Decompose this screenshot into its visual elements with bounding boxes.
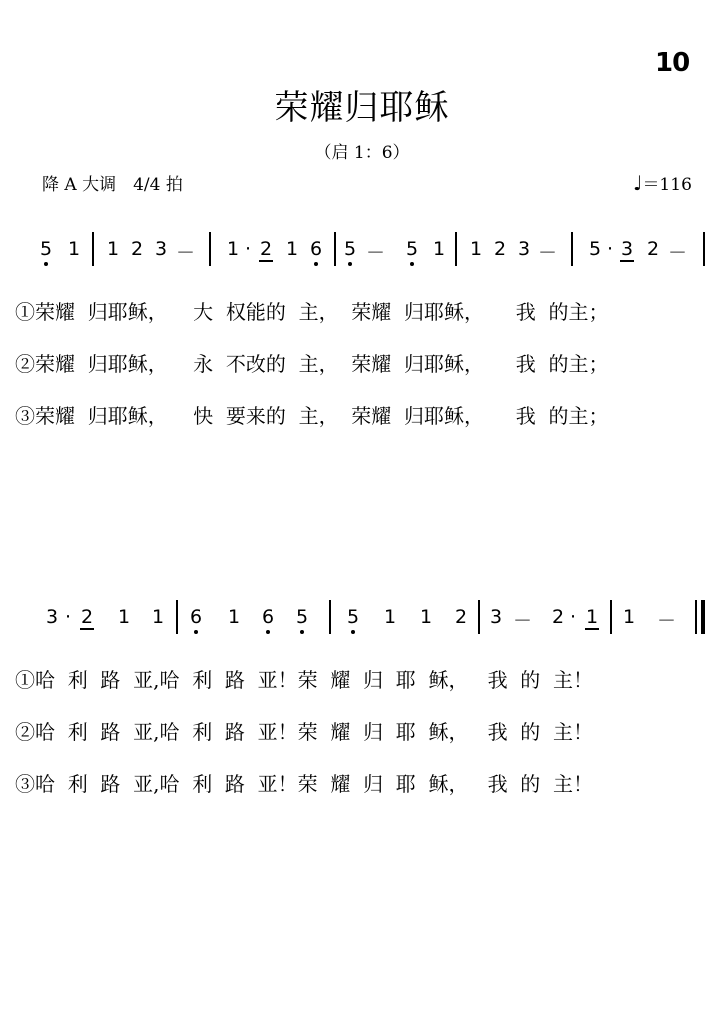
note: 1 xyxy=(152,606,165,628)
dot: · xyxy=(607,238,614,260)
note: 3 xyxy=(518,238,531,260)
barline xyxy=(92,232,94,266)
dash: － xyxy=(668,242,688,264)
scripture-reference: （启 1：6） xyxy=(314,143,410,163)
tempo-value: ＝116 xyxy=(642,175,692,195)
dash: － xyxy=(513,610,533,632)
dash: － xyxy=(538,242,558,264)
barline xyxy=(334,232,336,266)
note: 2 xyxy=(81,606,94,628)
note: 3 xyxy=(46,606,59,628)
note: 2 xyxy=(131,238,144,260)
barline xyxy=(455,232,457,266)
barline xyxy=(176,600,178,634)
note: 5 xyxy=(296,606,309,628)
note: 3 xyxy=(490,606,503,628)
note: 2 xyxy=(455,606,468,628)
note: 6 xyxy=(190,606,203,628)
key-and-meter: 降 A 大调 4/4 拍 xyxy=(42,175,183,195)
dash: － xyxy=(176,242,196,264)
barline xyxy=(209,232,211,266)
note: 1 xyxy=(107,238,120,260)
note: 1 xyxy=(420,606,433,628)
barline xyxy=(703,232,705,266)
note: 1 xyxy=(623,606,636,628)
barline xyxy=(478,600,480,634)
note: 1 xyxy=(586,606,599,628)
note: 1 xyxy=(470,238,483,260)
note: 1 xyxy=(384,606,397,628)
lyric-verse-2-refrain: ②哈 利 路 亚,哈 利 路 亚！荣 耀 归 耶 稣， 我 的 主！ xyxy=(15,720,594,744)
quarter-note-icon: ♩ xyxy=(633,171,643,195)
note: 5 xyxy=(344,238,357,260)
tempo-marking xyxy=(633,170,692,195)
dash: － xyxy=(657,610,677,632)
song-title: 荣耀归耶稣 xyxy=(274,88,450,128)
page-number: 10 xyxy=(655,48,690,78)
dot: · xyxy=(245,238,252,260)
note: 1 xyxy=(118,606,131,628)
lyric-verse-3-refrain: ③哈 利 路 亚,哈 利 路 亚！荣 耀 归 耶 稣， 我 的 主！ xyxy=(15,772,594,796)
note: 2 xyxy=(647,238,660,260)
note: 1 xyxy=(227,238,240,260)
note: 5 xyxy=(40,238,53,260)
dot: · xyxy=(65,606,72,628)
lyric-verse-3: ③荣耀 归耶稣， 快 要来的 主， 荣耀 归耶稣， 我 的主； xyxy=(15,404,609,428)
notation-line-1 xyxy=(0,238,724,278)
note: 3 xyxy=(155,238,168,260)
dash: － xyxy=(366,242,386,264)
note: 5 xyxy=(347,606,360,628)
notation-line-2 xyxy=(0,606,724,646)
note: 2 xyxy=(260,238,273,260)
barline xyxy=(329,600,331,634)
note: 6 xyxy=(262,606,275,628)
note: 2 xyxy=(552,606,565,628)
barline xyxy=(571,232,573,266)
barline xyxy=(610,600,612,634)
note: 1 xyxy=(286,238,299,260)
note: 1 xyxy=(68,238,81,260)
note: 3 xyxy=(621,238,634,260)
note: 5 xyxy=(406,238,419,260)
final-barline-thick xyxy=(701,600,705,634)
note: 1 xyxy=(228,606,241,628)
note: 2 xyxy=(494,238,507,260)
lyric-verse-1-refrain: ①哈 利 路 亚,哈 利 路 亚！荣 耀 归 耶 稣， 我 的 主！ xyxy=(15,668,594,692)
dot: · xyxy=(570,606,577,628)
lyric-verse-2: ②荣耀 归耶稣， 永 不改的 主， 荣耀 归耶稣， 我 的主； xyxy=(15,352,609,376)
note: 6 xyxy=(310,238,323,260)
final-barline-thin xyxy=(695,600,697,634)
note: 5 xyxy=(589,238,602,260)
note: 1 xyxy=(433,238,446,260)
lyric-verse-1: ①荣耀 归耶稣， 大 权能的 主， 荣耀 归耶稣， 我 的主； xyxy=(15,300,609,324)
